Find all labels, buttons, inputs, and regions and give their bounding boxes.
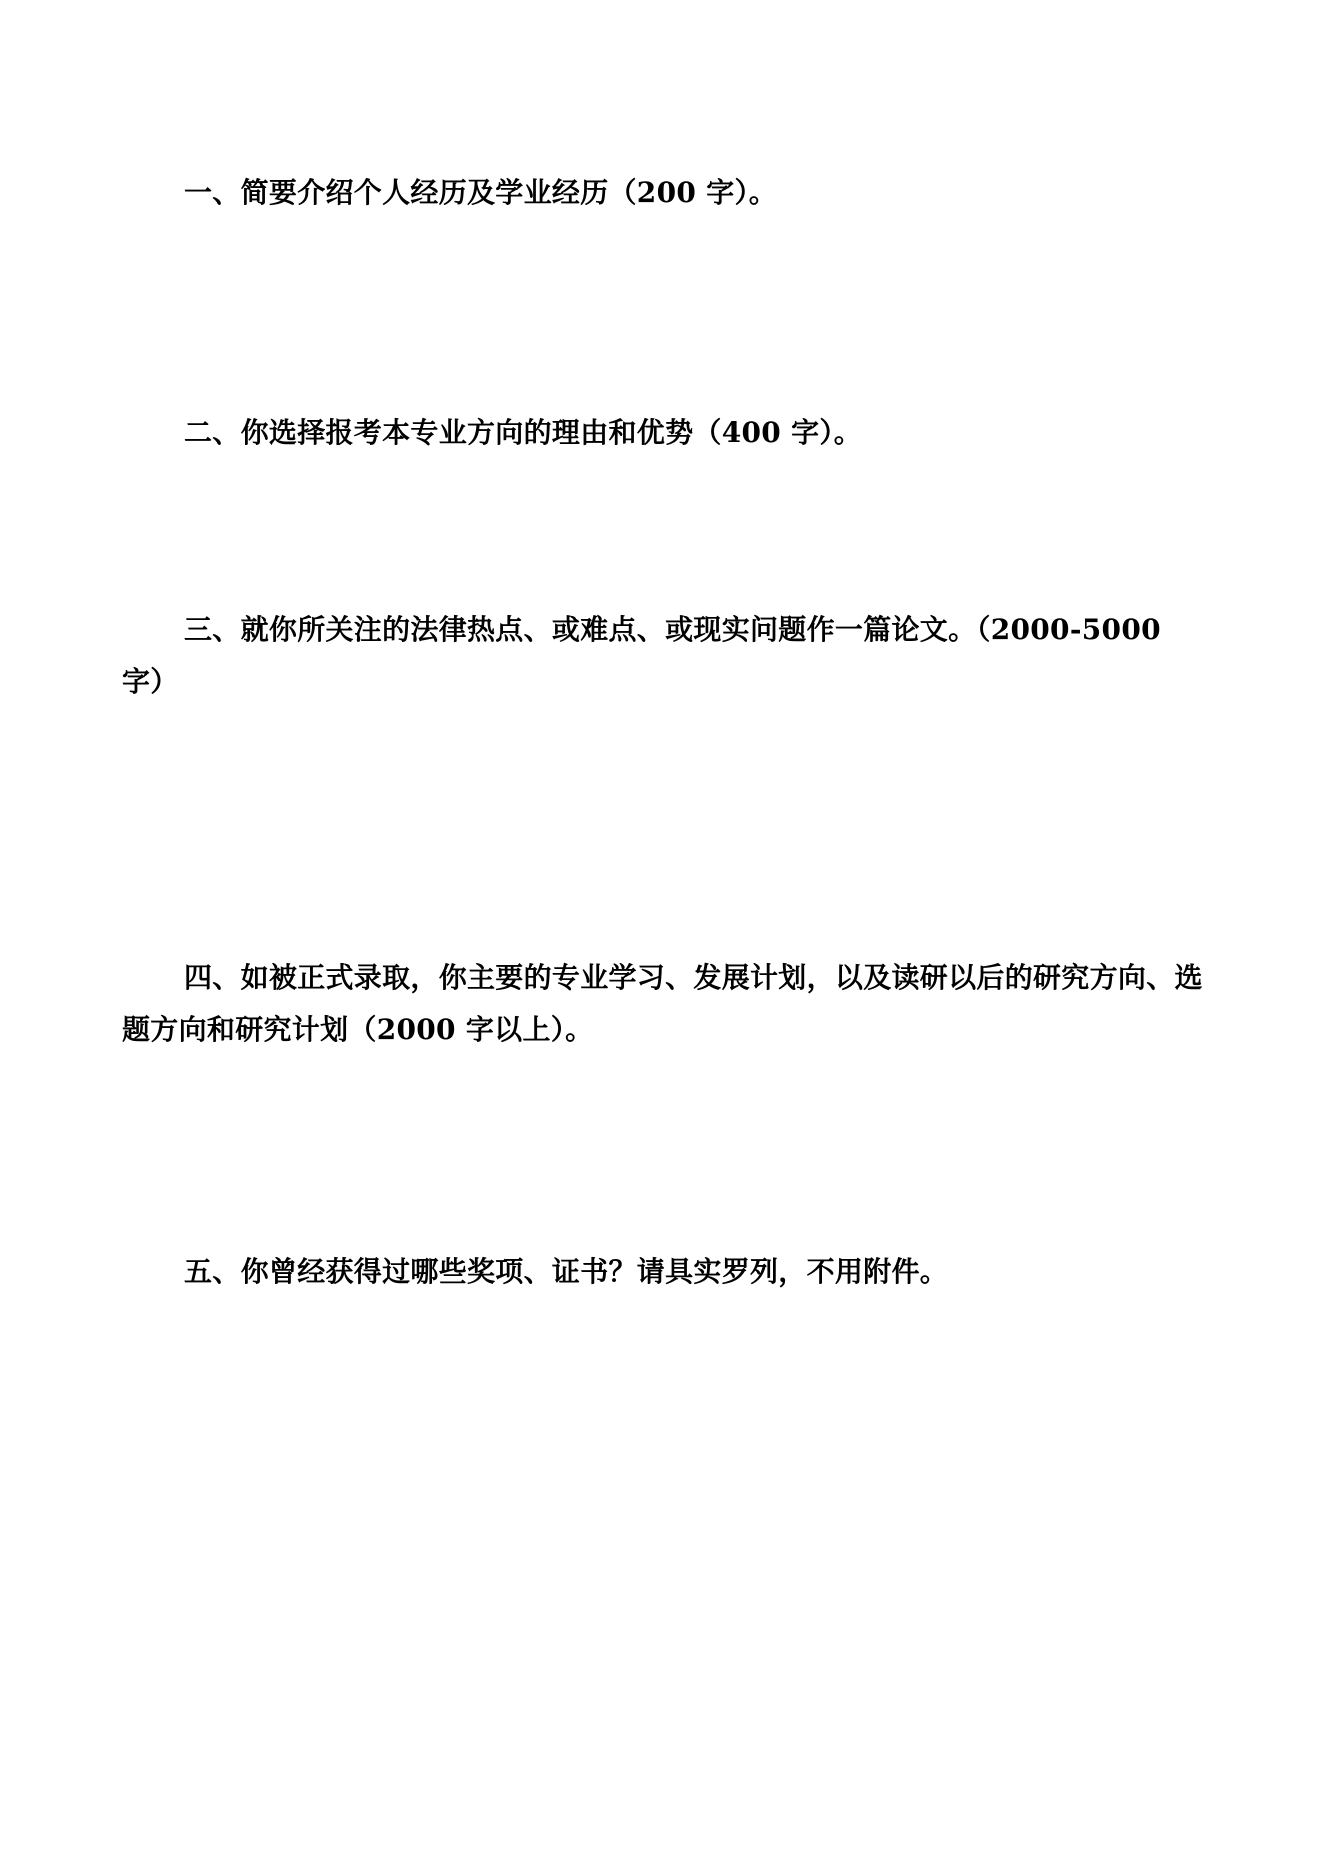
question-1: 一、简要介绍个人经历及学业经历（200 字）。 bbox=[184, 176, 778, 209]
question-3: 三、就你所关注的法律热点、或难点、或现实问题作一篇论文。（2000-5000 字） bbox=[122, 613, 1161, 698]
question-4: 四、如被正式录取，你主要的专业学习、发展计划，以及读研以后的研究方向、选题方向和研究计划（2000 字以上）。 bbox=[122, 961, 1203, 1046]
question-5: 五、你曾经获得过哪些奖项、证书？请具实罗列，不用附件。 bbox=[184, 1255, 949, 1288]
question-2: 二、你选择报考本专业方向的理由和优势（400 字）。 bbox=[184, 416, 862, 449]
